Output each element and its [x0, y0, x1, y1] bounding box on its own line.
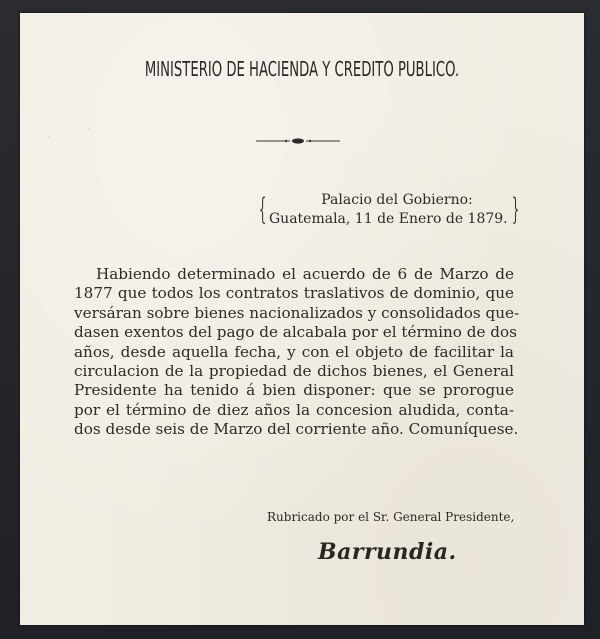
rubric-line: Rubricado por el Sr. General Presidente, [267, 510, 515, 524]
body-line: circulacion de la propiedad de dichos bienes, el General [74, 362, 514, 381]
body-line: años, desde aquella fecha, y con el objeto de facilitar la [74, 342, 514, 361]
left-brace-icon: { [258, 192, 267, 227]
right-brace-icon: } [511, 192, 520, 227]
dateline-place: Palacio del Gobierno: [321, 192, 473, 208]
document-body [74, 265, 520, 440]
signature: Barrundia. [318, 539, 457, 565]
dateline [257, 190, 520, 234]
body-line: dasen exentos del pago de alcabala por el término de dos [74, 323, 517, 342]
body-line: 1877 que todos los contratos traslativos de dominio, que [74, 284, 514, 303]
body-line: dos desde seis de Marzo del corriente año. Comuníquese. [74, 420, 519, 439]
ornament-divider-icon [256, 136, 340, 146]
body-line: Habiendo determinado el acuerdo de 6 de Marzo de [96, 265, 514, 283]
body-line: por el término de diez años la concesion aludida, conta- [74, 400, 514, 419]
document-page [20, 13, 584, 625]
dateline-date: Guatemala, 11 de Enero de 1879. [269, 211, 508, 227]
paper-speck: · [88, 125, 92, 136]
body-line: Presidente ha tenido á bien disponer: que se prorogue [74, 381, 514, 400]
body-line: versáran sobre bienes nacionalizados y consolidados que- [74, 303, 520, 322]
document-title: MINISTERIO DE HACIENDA Y CREDITO PUBLICO. [144, 57, 460, 81]
paper-speck: · [48, 133, 52, 144]
